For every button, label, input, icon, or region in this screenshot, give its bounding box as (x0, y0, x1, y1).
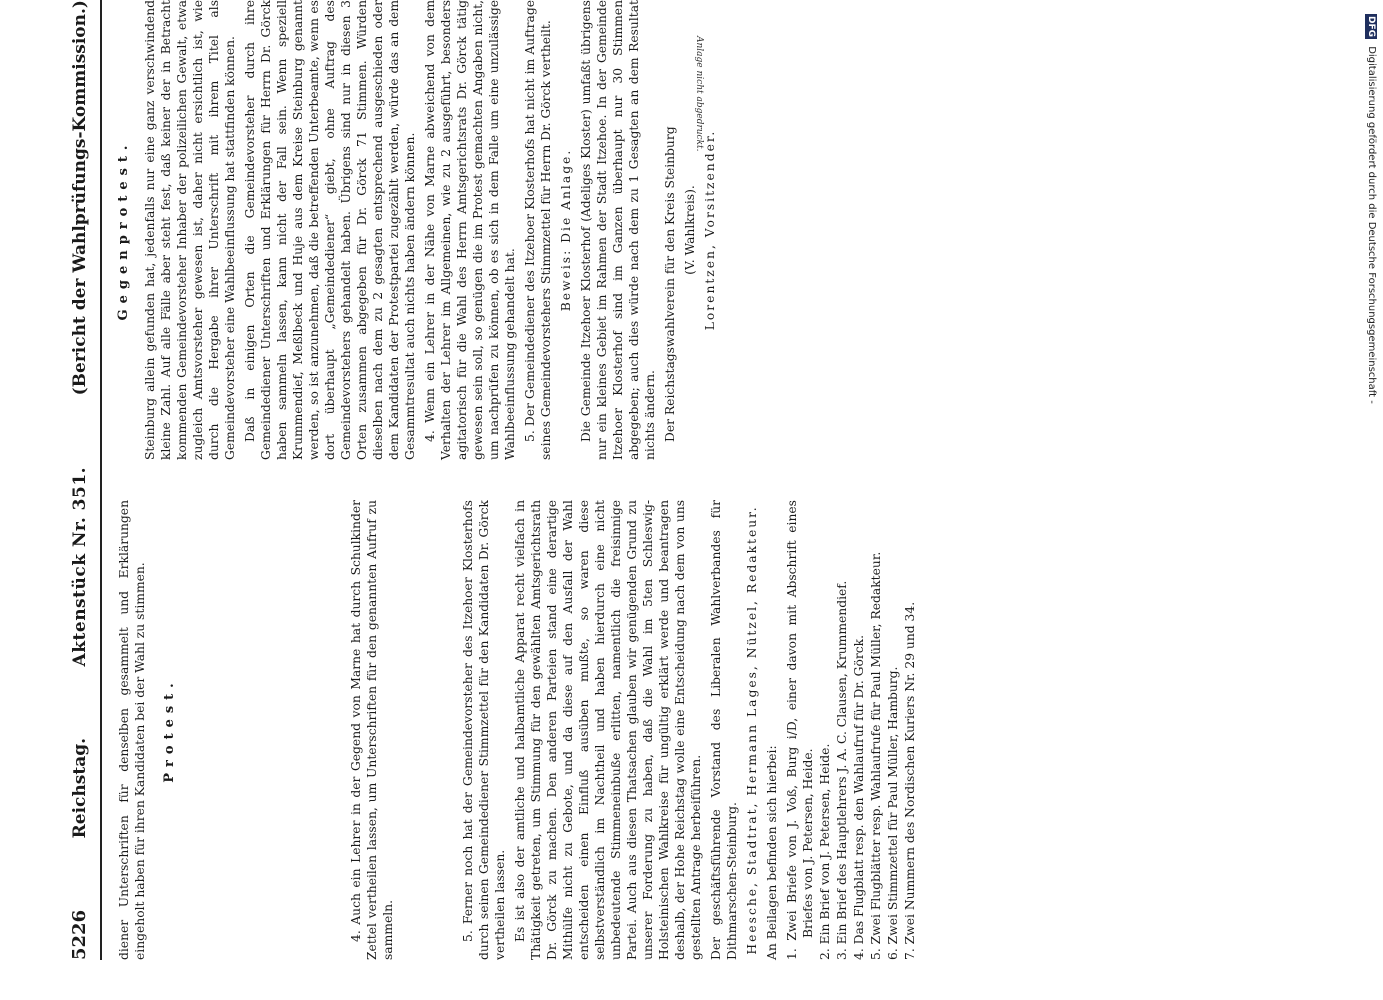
list-item: 2. Ein Brief von J. Petersen, Heide. (818, 743, 832, 960)
right-sign-2: (V. Wahlkreis). (683, 185, 697, 275)
right-sign-1: Der Reichstagswahlverein für den Kreis Steinburg (663, 126, 677, 442)
right-para-1: Steinburg allein gefunden hat, jedenfalls nur eine ganz verschwindend kleine Zahl. Auf alle Fälle aber steht fest, daß keiner der in Betracht kommenden Gemeindevorsteher Inhaber der polizeilichen Gewalt, etwa zugleich Amtsvorsteher gewesen ist, daher nicht ersichtlich ist, wie durch die Hergabe ihrer Unterschrift mit ihrem Titel als Gemeindevorsteher eine Wahlbeeinflussung hat stattfinden können. (143, 0, 237, 460)
list-item: 3. Ein Brief des Hauptlehrers J. A. C. Clausen, Krummendief. (835, 580, 849, 960)
list-item: 4. Das Flugblatt resp. den Wahlaufruf für Dr. Görck. (852, 635, 866, 960)
header-middle: Aktenstück Nr. 351. (70, 466, 90, 667)
left-point-4: 4. Auch ein Lehrer in der Gegend von Marne hat durch Schulkinder Zettel vertheilen lassen, um Unterschriften für den genannten Aufruf zu sammeln. (349, 500, 395, 960)
header-right: (Bericht der Wahlprüfungs-Kommission.) (70, 0, 90, 396)
page-number: 5226 (69, 909, 90, 960)
list-item: 5. Zwei Flugblätter resp. Wahlaufrufe für Paul Müller, Redakteur. (869, 551, 883, 960)
protest-title: Protest. (162, 677, 177, 783)
annex-intro: An Beilagen befinden sich hierbei: (765, 745, 779, 960)
document-page (60, 0, 1350, 960)
header-left: Reichstag. (70, 737, 90, 839)
list-item: 6. Zwei Stimmzettel für Paul Müller, Hamburg. (886, 666, 900, 960)
right-sign-3: Lorentzen, Vorsitzender. (703, 129, 717, 331)
left-column (116, 500, 919, 960)
right-column (116, 0, 722, 460)
right-para-2: Daß in einigen Orten die Gemeindevorsteher durch ihre Gemeindediener Unterschriften und Erklärungen für Herrn Dr. Görck haben sammeln lassen, kann nicht der Fall sein. Wenn speziell Krummendief, Meßlbeck und Huje aus dem Kreise Steinburg genannt werden, so ist anzunehmen, daß die betreffenden Unterbeamte, wenn es dort überhaupt „Gemeindediener“ giebt, ohne Auftrag des Gemeindevorstehers gehandelt haben. Übrigens sind nur in diesen 3 Orten zusammen abgegeben für Dr. Görck 71 Stimmen. Würden dieselben nach dem zu 2 gesagten entsprechend ausgeschieden oder dem Kandidaten der Protestpartei zugezählt werden, würde das an dem Gesammtresultat auch nichts haben ändern können. (243, 0, 417, 460)
list-item: 1. Zwei Briefe von J. Voß, Burg i/D, einer davon mit Abschrift eines Briefes von J. Petersen, Heide. (785, 500, 815, 960)
dfg-logo: DFG (1366, 16, 1376, 38)
annex-list (784, 500, 918, 960)
left-point-5b: Es ist also der amtliche und halbamtliche Apparat recht vielfach in Thätigkeit getreten, um Stimmung für den gewählten Amtsgerichtsrath Dr. Görck zu machen. Den anderen Parteien stand eine derartige Mithülfe nicht zu Gebote, und da diese auf den Ausfall der Wahl entscheiden einen Einfluß ausüben mußte, so waren diese selbstverständlich im Nachtheil und haben hierdurch eine nicht unbedeutende Stimmeneinbuße erlitten, namentlich die freisinnige Partei. Auch aus diesen Thatsachen glauben wir genügenden Grund zu unserer Forderung zu haben, daß die Wahl im 5ten Schleswig-Holsteinischen Wahlkreise für ungültig erklärt werde und beantragen deshalb, der Hohe Reichstag wolle eine Entscheidung nach dem von uns gestellten Antrage herbeiführen. (513, 500, 703, 960)
funding-text: Digitalisierung gefördert durch die Deutsche Forschungsgemeinschaft - (1366, 46, 1377, 404)
signers-intro: Der geschäftsführende Vorstand des Liberalen Wahlverbandes für Dithmarschen-Steinburg. (709, 500, 739, 960)
right-point-5: 5. Der Gemeindediener des Itzehoer Klosterhofs hat nicht im Auftrage seines Gemeindevorstehers Stimmzettel für Herrn Dr. Görck vertheilt. (523, 0, 553, 460)
right-para-6: Die Gemeinde Itzehoer Klosterhof (Adeliges Kloster) umfaßt übrigens nur ein kleines Gebiet im Rahmen der Stadt Itzehoe. In der Gemeinde Itzehoer Klosterhof sind im Ganzen überhaupt nur 30 Stimmen abgegeben; auch dies würde nach dem zu 1 Gesagten an dem Resultat nichts ändern. (579, 0, 657, 460)
left-intro: diener Unterschriften für denselben gesammelt und Erklärungen eingeholt haben für ihren Kandidaten bei der Wahl zu stimmen. (117, 500, 147, 960)
evidence-line: Beweis: Die Anlage. (559, 148, 573, 312)
list-item: 7. Zwei Nummern des Nordischen Kuriers Nr. 29 und 34. (903, 601, 917, 960)
funding-note (1365, 14, 1377, 404)
gegenprotest-title: Gegenprotest. (116, 139, 131, 321)
signers: Heesche, Stadtrat, Hermann Lages, Nützel, Redakteur. (745, 505, 759, 955)
left-point-5: 5. Ferner noch hat der Gemeindevorsteher des Itzehoer Klosterhofs durch seinen Gemeindediener Stimmzettel für den Kandidaten Dr. Görck vertheilen lassen. (461, 500, 507, 960)
page-header (60, 0, 102, 960)
annex-margin-note: Anlage nicht abgedruckt. (694, 36, 704, 152)
right-point-4: 4. Wenn ein Lehrer in der Nähe von Marne abweichend von dem Verhalten der Lehrer im Allgemeinen, wie zu 2 ausgeführt, besonders agitatorisch für die Wahl des Herrn Amtsgerichtsrats Dr. Görck tätig gewesen sein soll, so genügen die im Protest gemachten Angaben nicht, um nachprüfen zu können, ob es sich in dem Falle um eine unzulässige Wahlbeeinflussung gehandelt hat. (423, 0, 517, 460)
